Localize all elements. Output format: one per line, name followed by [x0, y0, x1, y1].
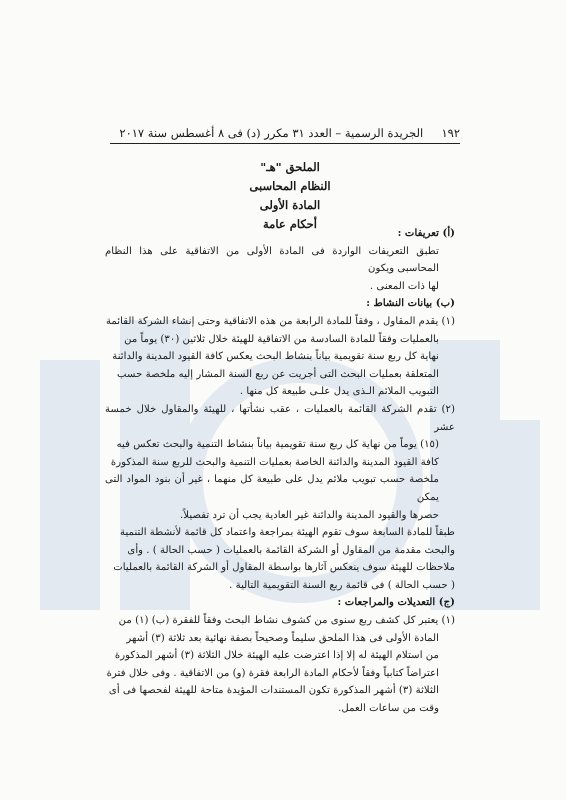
section-b-paragraph-line: ملاحظات للهيئة سوف ينعكس آثارها بواسطة المقاول أو الشركة القائمة بالعمليات	[113, 562, 455, 574]
section-b-item2-line: ملخصة حسب تبويب ملائم يدل على طبيعة كل منهما ، غير أن بنود المواد التى يمكن	[105, 474, 439, 503]
section-b-item1-line: (١) يقدم المقاول ، وفقاً للمادة الرابعة من هذه الاتفاقية وحتى إنشاء الشركة القائمة	[105, 315, 455, 327]
article-title: المادة الأولى	[259, 198, 321, 212]
section-b-paragraph-line: ( حسب الحالة ) فى قائمة ربع السنة التقويمية التالية .	[229, 579, 455, 591]
section-c-item1-line: من استلام الهيئة له إلا إذا اعترضت عليه الهيئة خلال الثلاثة (٣) أشهر المذكورة	[114, 650, 439, 662]
section-c-item1-line: اعتراضاً كتابياً وفقاً لأحكام المادة الرابعة فقرة (و) من الاتفاقية . وفى خلال فترة	[106, 667, 439, 679]
section-b-item2-line: (١٥) يوماً من نهاية كل ربع سنة تقويمية بياناً بنشاط التنمية والبحث تعكس فيه	[116, 439, 439, 451]
section-b-item1-line: بالعمليات وفقاً للمادة السادسة من الاتفاقية للهيئة خلال ثلاثين (٣٠) يوماً من	[124, 333, 439, 345]
title-block	[120, 158, 460, 234]
section-b-item1-line: التبويب الملائم الـذى يدل علـى طبيعة كل منها .	[239, 386, 439, 398]
section-b-heading: (ب) بيانات النشاط :	[366, 297, 455, 310]
appendix-title: الملحق "هـ"	[260, 160, 320, 174]
section-c-item1-line: الثلاثة (٣) أشهر المذكورة تكون المستندات المؤيدة متاحة للهيئة لفحصها فى أى	[108, 685, 439, 697]
section-c-item1-line: (١) يعتبر كل كشف ربع سنوى من كشوف نشاط البحث وفقاً للفقرة (ب) (١) من	[118, 615, 455, 627]
section-b-item1-line: المتعلقة بعمليات البحث التى أجريت عن ربع السنة المشار إليه ملخصة حسب	[117, 368, 439, 380]
section-a-line: تطبق التعريفات الواردة فى المادة الأولى من الاتفاقية على هذا النظام المحاسبى ويكون	[105, 245, 439, 275]
section-a-line: لها ذات المعنى .	[369, 280, 439, 292]
document-body	[105, 225, 455, 718]
section-a-heading: (أ) تعريفات :	[397, 227, 455, 239]
section-b-paragraph-line: طبقاً للمادة السابعة سوف تقوم الهيئة بمراجعة واعتماد كل قائمة لأنشطة التنمية	[120, 527, 455, 539]
section-b-item2-line: حصرها والقيود المدينة والدائنة غير العادية يجب أن ترد تفصيلاً.	[180, 509, 439, 521]
section-c-heading: (ج) التعديلات والمراجعات :	[337, 596, 455, 609]
section-c-item1-line: المادة الأولى فى هذا الملحق سليماً وصحيحاً بصفة نهائية بعد ثلاثة (٣) أشهر	[126, 632, 439, 644]
publication-line: الجريدة الرسمية – العدد ٣١ مكرر (د) فى ٨ أغسطس سنة ٢٠١٧	[119, 126, 424, 140]
section-b-item2-line: (٢) تقدم الشركة القائمة بالعمليات ، عقب نشأتها ، للهيئة والمقاول خلال خمسة عشر	[105, 403, 455, 433]
header-rule	[110, 143, 460, 144]
section-b-paragraph-line: والبحث مقدمة من المقاول أو الشركة القائمة بالعمليات ( حسب الحالة ) . وأى	[127, 544, 455, 556]
page-number: ١٩٢	[441, 126, 460, 140]
section-b-item2-line: كافة القيود المدينة والدائنة الخاصة بعمليات التنمية والبحث للربع سنة المذكورة	[110, 456, 439, 468]
system-title: النظام المحاسبى	[249, 179, 331, 193]
page-header	[110, 126, 460, 142]
general-provisions-title: أحكام عامة	[263, 217, 317, 231]
section-c-item1-line: وقت من ساعات العمل.	[338, 703, 439, 715]
section-b-item1-line: نهاية كل ربع سنة تقويمية بياناً بنشاط البحث يعكس كافة القيود المدينة والدائنة	[112, 351, 439, 363]
